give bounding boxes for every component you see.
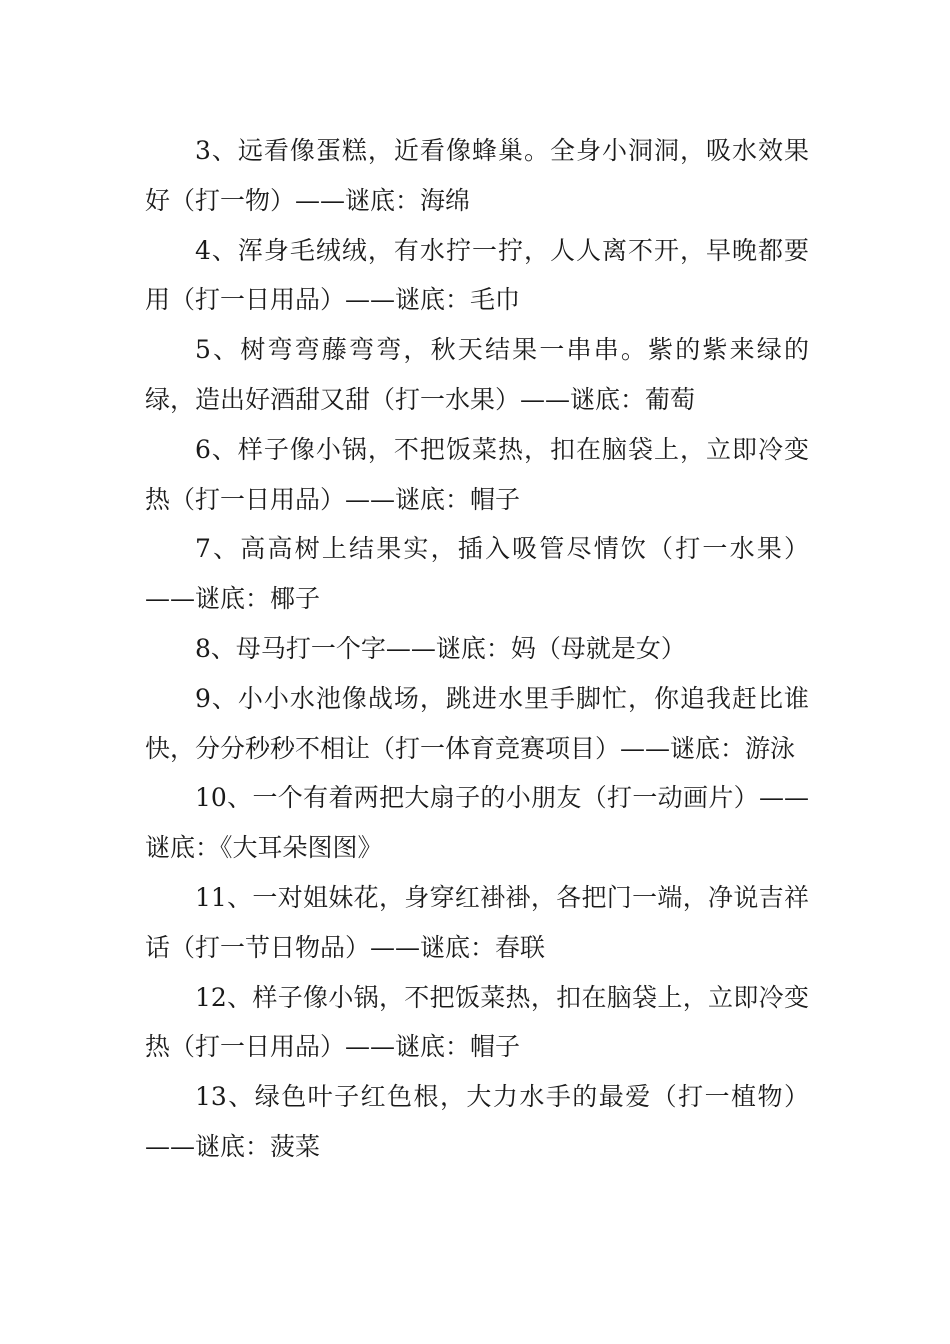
riddle-item: 6、样子像小锅，不把饭菜热，扣在脑袋上，立即冷变热（打一日用品）——谜底：帽子 bbox=[145, 434, 809, 514]
riddle-list bbox=[145, 126, 809, 1172]
riddle-item: 12、样子像小锅，不把饭菜热，扣在脑袋上，立即冷变热（打一日用品）——谜底：帽子 bbox=[145, 982, 809, 1062]
riddle-item: 10、一个有着两把大扇子的小朋友（打一动画片）——谜底：《大耳朵图图》 bbox=[145, 783, 809, 863]
riddle-item: 4、浑身毛绒绒，有水拧一拧，人人离不开，早晚都要用（打一日用品）——谜底：毛巾 bbox=[145, 235, 809, 315]
riddle-item: 5、树弯弯藤弯弯，秋天结果一串串。紫的紫来绿的绿，造出好酒甜又甜（打一水果）——谜底：葡萄 bbox=[145, 335, 809, 414]
riddle-item: 11、一对姐妹花，身穿红褂褂，各把门一端，净说吉祥话（打一节日物品）——谜底：春联 bbox=[145, 882, 809, 962]
riddle-item: 9、小小水池像战场，跳进水里手脚忙，你追我赶比谁快，分分秒秒不相让（打一体育竞赛项目）——谜底：游泳 bbox=[145, 683, 809, 763]
riddle-item: 3、远看像蛋糕，近看像蜂巢。全身小洞洞，吸水效果好（打一物）——谜底：海绵 bbox=[145, 136, 809, 215]
riddle-item: 13、绿色叶子红色根，大力水手的最爱（打一植物）——谜底：菠菜 bbox=[145, 1082, 809, 1161]
riddle-item: 8、母马打一个字——谜底：妈（母就是女） bbox=[195, 633, 686, 663]
riddle-item: 7、高高树上结果实，插入吸管尽情饮（打一水果）——谜底：椰子 bbox=[145, 534, 809, 614]
